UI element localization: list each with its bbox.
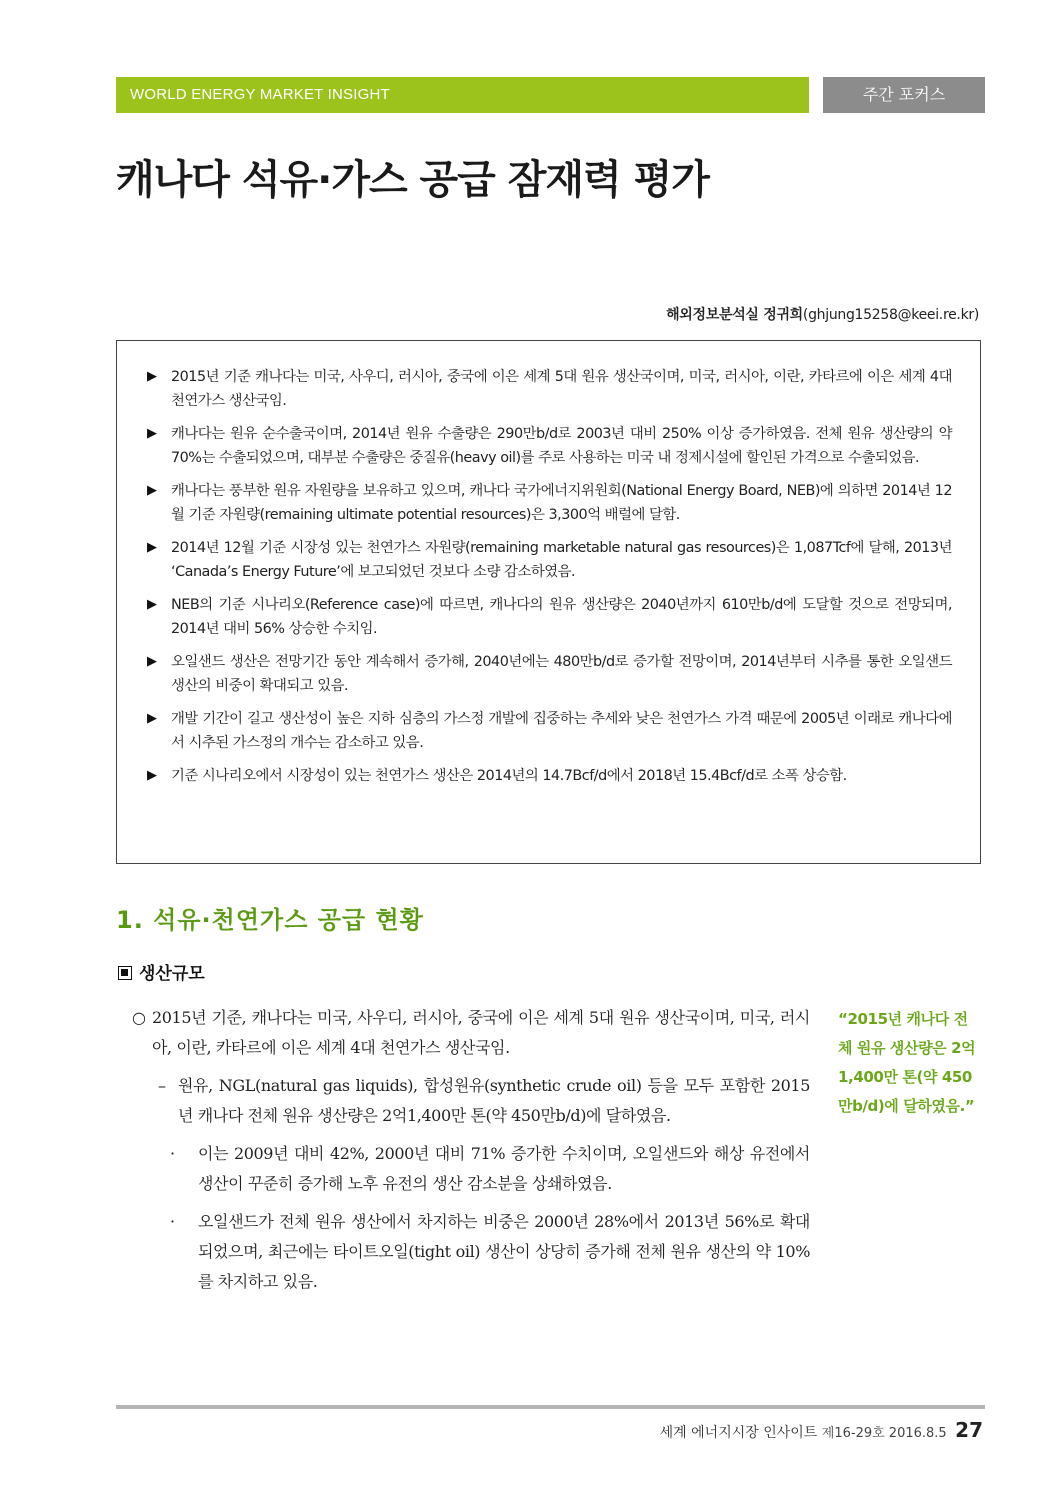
triangle-bullet-icon: ▶ [147, 597, 157, 612]
header-series-bar: WORLD ENERGY MARKET INSIGHT [116, 77, 809, 113]
summary-item: ▶ 오일샌드 생산은 전망기간 동안 계속해서 증가해, 2040년에는 480만b/d로 증가할 전망이며, 2014년부터 시추를 통한 오일샌드 생산의 비중이 확대되고 있음. [147, 650, 952, 698]
dot-bullet-icon: · [170, 1144, 175, 1163]
summary-item: ▶ 개발 기간이 길고 생산성이 높은 지하 심층의 가스정 개발에 집중하는 추세와 낮은 천연가스 가격 때문에 2005년 이래로 캐나다에서 시추된 가스정의 개수는 감소하고 있음. [147, 707, 952, 755]
pull-quote: “2015년 캐나다 전체 원유 생산량은 2억1,400만 톤(약 450만b/d)에 달하였음.” [838, 1010, 976, 1115]
section-title: 1. 석유·천연가스 공급 현황 [116, 906, 424, 934]
footer-divider [116, 1405, 985, 1409]
triangle-bullet-icon: ▶ [147, 711, 157, 726]
body-paragraph: ○ 2015년 기준, 캐나다는 미국, 사우디, 러시아, 중국에 이은 세계 5대 원유 생산국이며, 미국, 러시아, 이란, 카타르에 이은 세계 4대 천연가스 생산국임. [130, 1003, 810, 1063]
summary-item: ▶ 2015년 기준 캐나다는 미국, 사우디, 러시아, 중국에 이은 세계 5대 원유 생산국이며, 미국, 러시아, 이란, 카타르에 이은 세계 4대 천연가스 생산국임. [147, 365, 952, 413]
circle-bullet-icon: ○ [132, 1008, 146, 1027]
page-title: 캐나다 석유·가스 공급 잠재력 평가 [116, 157, 709, 203]
summary-list [147, 365, 952, 788]
filled-square-icon [118, 966, 132, 980]
author-line [666, 304, 979, 324]
triangle-bullet-icon: ▶ [147, 768, 157, 783]
summary-item: ▶ 캐나다는 원유 순수출국이며, 2014년 원유 수출량은 290만b/d로 2003년 대비 250% 이상 증가하였음. 전체 원유 생산량의 약 70%는 수출되었으며, 대부분 수출량은 중질유(heavy oil)를 주로 사용하는 미국 내 정제시설에 할인된 가격으로 수출되었음. [147, 422, 952, 470]
triangle-bullet-icon: ▶ [147, 540, 157, 555]
footer-issue: 제16-29호 2016.8.5 [821, 1426, 947, 1441]
subsection-heading [118, 959, 205, 984]
dot-bullet-icon: · [170, 1212, 175, 1231]
body-text [130, 1003, 810, 1305]
summary-item: ▶ 2014년 12월 기준 시장성 있는 천연가스 자원량(remaining marketable natural gas resources)은 1,087Tcf에 달해, 2013년 ‘Canada’s Energy Future’에 보고되었던 것보다 소량 감소하였음. [147, 536, 952, 584]
triangle-bullet-icon: ▶ [147, 426, 157, 441]
page-number: 27 [955, 1418, 983, 1442]
page-footer [660, 1418, 983, 1442]
body-paragraph: · 오일샌드가 전체 원유 생산에서 차지하는 비중은 2000년 28%에서 2013년 56%로 확대되었으며, 최근에는 타이트오일(tight oil) 생산이 상당히 증가해 전체 원유 생산의 약 10%를 차지하고 있음. [130, 1207, 810, 1297]
summary-item: ▶ 캐나다는 풍부한 원유 자원량을 보유하고 있으며, 캐나다 국가에너지위원회(National Energy Board, NEB)에 의하면 2014년 12월 기준 자원량(remaining ultimate potential resources)은 3,300억 배럴에 달함. [147, 479, 952, 527]
header-section-tag: 주간 포커스 [823, 77, 985, 113]
triangle-bullet-icon: ▶ [147, 654, 157, 669]
triangle-bullet-icon: ▶ [147, 369, 157, 384]
author-email[interactable]: (ghjung15258@keei.re.kr) [802, 307, 979, 323]
summary-item: ▶ NEB의 기준 시나리오(Reference case)에 따르면, 캐나다의 원유 생산량은 2040년까지 610만b/d에 도달할 것으로 전망되며, 2014년 대비 56% 상승한 수치임. [147, 593, 952, 641]
author-name: 해외정보분석실 정귀희 [666, 307, 803, 323]
dash-bullet-icon: – [158, 1076, 166, 1095]
footer-publication: 세계 에너지시장 인사이트 [659, 1425, 818, 1441]
subsection-label: 생산규모 [139, 964, 205, 984]
body-paragraph: – 원유, NGL(natural gas liquids), 합성원유(synthetic crude oil) 등을 모두 포함한 2015년 캐나다 전체 원유 생산량은 2억1,400만 톤(약 450만b/d)에 달하였음. [130, 1071, 810, 1131]
triangle-bullet-icon: ▶ [147, 483, 157, 498]
summary-box [116, 340, 981, 864]
summary-item: ▶ 기준 시나리오에서 시장성이 있는 천연가스 생산은 2014년의 14.7Bcf/d에서 2018년 15.4Bcf/d로 소폭 상승함. [147, 764, 952, 788]
body-paragraph: · 이는 2009년 대비 42%, 2000년 대비 71% 증가한 수치이며, 오일샌드와 해상 유전에서 생산이 꾸준히 증가해 노후 유전의 생산 감소분을 상쇄하였음. [130, 1139, 810, 1199]
